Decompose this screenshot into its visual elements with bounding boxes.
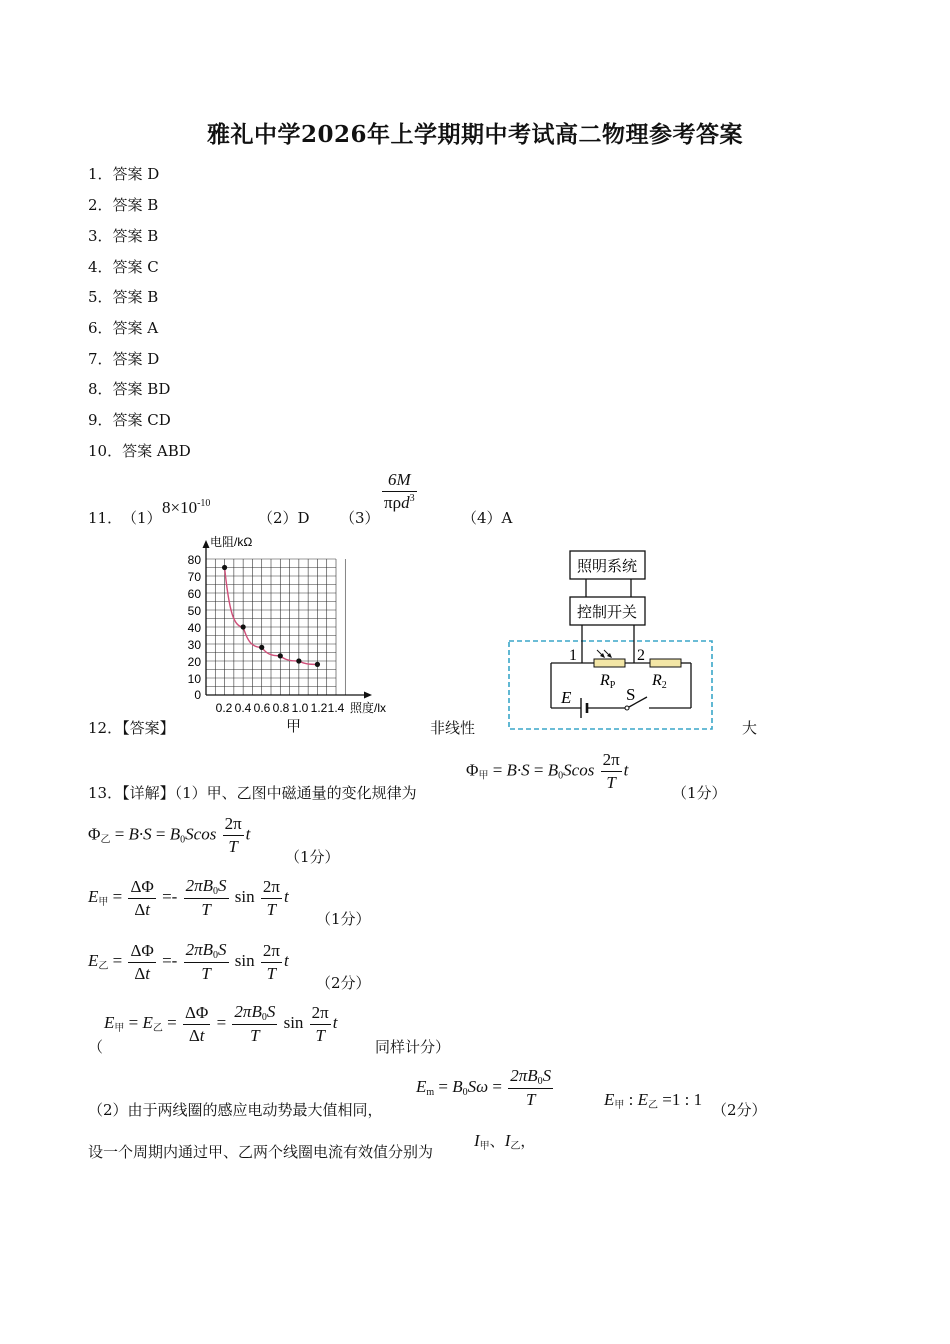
q12-nonlinear: 非线性 xyxy=(430,719,476,737)
terminal-2-label: 2 xyxy=(637,647,645,664)
data-point xyxy=(241,624,246,629)
q11-part3-label: （3） xyxy=(340,509,380,527)
data-point xyxy=(259,645,264,650)
x-tick-label: 1.0 xyxy=(291,701,309,715)
score-label: （1分） xyxy=(672,784,727,802)
phi-yi-equation: $\Phi_乙 = B\cdot S = B_0Scos$ $\frac{2\pi}{T}$ t xyxy=(88,814,251,856)
answer-line: 8．答案 BD xyxy=(88,380,171,398)
q11-part1-label: （1） xyxy=(122,509,162,527)
x-tick-label: 0.4 xyxy=(234,701,252,715)
graph-y-label: 电阻/kΩ xyxy=(210,535,253,549)
switch-icon xyxy=(625,706,629,710)
x-tick-label: 0.6 xyxy=(253,701,271,715)
x-tick-label: 1.4 xyxy=(327,701,345,715)
data-point xyxy=(315,662,320,667)
lighting-system-label: 照明系统 xyxy=(576,557,638,575)
answer-line: 10．答案 ABD xyxy=(88,442,191,460)
r2-label: R2 xyxy=(652,672,667,691)
resistance-illuminance-graph xyxy=(170,530,410,720)
answer-line: 4．答案 C xyxy=(88,258,159,276)
y-tick-label: 70 xyxy=(187,570,201,584)
q12-big: 大 xyxy=(742,719,758,737)
score-label: （2分） xyxy=(316,974,371,992)
phi-jia-equation: $\Phi_甲 = B\cdot S = B_0Scos$ $\frac{2\pi}{T}$ t xyxy=(466,750,629,792)
e-jia-equation: $E_甲$ = $\frac{\Delta\Phi}{\Delta t}$ =- $\frac{2\pi B_0S}{T}$ sin $\frac{2\pi}{T}$ t xyxy=(88,876,289,919)
answer-line: 3．答案 B xyxy=(88,227,159,245)
data-point xyxy=(222,565,227,570)
e-equal-equation: $E_甲 = E_乙$ = $\frac{\Delta\Phi}{\Delta t}$ = $\frac{2\pi B_0S}{T}$ sin $\frac{2\pi}{T}$ t xyxy=(104,1002,338,1045)
page-title: 雅礼中学2026年上学期期中考试高二物理参考答案 xyxy=(206,121,743,148)
graph-axes xyxy=(203,540,373,699)
q13-intro: 13．【详解】（1）甲、乙图中磁通量的变化规律为 xyxy=(88,784,417,802)
q11-part4: （4）A xyxy=(462,509,513,527)
y-tick-label: 40 xyxy=(187,621,201,635)
q11-part2: （2）D xyxy=(258,509,310,527)
data-point xyxy=(296,658,301,663)
data-point xyxy=(278,653,283,658)
control-switch-label: 控制开关 xyxy=(576,603,638,621)
score-label: （2分） xyxy=(712,1101,767,1119)
emf-label: E xyxy=(561,688,572,707)
control-circuit-diagram xyxy=(505,545,720,735)
q13-part2-intro: （2）由于两线圈的感应电动势最大值相同， xyxy=(88,1101,383,1119)
x-tick-label: 0.2 xyxy=(215,701,233,715)
graph-y-ticks xyxy=(188,553,202,702)
photoresistor-rp xyxy=(594,659,625,667)
score-label: （1分） xyxy=(316,910,371,928)
answer-line: 6．答案 A xyxy=(88,319,159,337)
y-axis-arrow-icon xyxy=(203,540,210,548)
answer-line: 1．答案 D xyxy=(88,165,160,183)
q12-label: 12．【答案】 xyxy=(88,719,175,737)
x-tick-label: 0.8 xyxy=(272,701,290,715)
e-yi-equation: $E_乙$ = $\frac{\Delta\Phi}{\Delta t}$ =- $\frac{2\pi B_0S}{T}$ sin $\frac{2\pi}{T}$ t xyxy=(88,940,289,983)
answer-line: 5．答案 B xyxy=(88,288,159,306)
switch-label: S xyxy=(626,685,636,704)
answer-line: 7．答案 D xyxy=(88,350,160,368)
q13-last-line: 设一个周期内通过甲、乙两个线圈电流有效值分别为 xyxy=(88,1143,434,1161)
q11-part3-fraction: $\frac{6M}{\pi\rho d^3}$ xyxy=(384,470,415,512)
answer-line: 2．答案 B xyxy=(88,196,159,214)
graph-x-ticks xyxy=(216,701,345,715)
e-ratio-equation: $E_甲$ : $E_乙 =1$ : 1 xyxy=(604,1090,703,1111)
same-score-note: 同样计分） xyxy=(375,1038,451,1056)
em-equation: $E_m = B_0S\omega$ = $\frac{2\pi B_0S}{T}$ xyxy=(416,1066,552,1109)
y-tick-label: 10 xyxy=(187,672,201,686)
graph-grid xyxy=(206,559,345,695)
y-tick-label: 0 xyxy=(194,688,201,702)
resistor-r2 xyxy=(650,659,681,667)
y-tick-label: 80 xyxy=(187,553,201,567)
x-axis-arrow-icon xyxy=(364,692,372,699)
graph-x-label: 照度/lx xyxy=(350,701,387,715)
q11-number: 11． xyxy=(88,509,123,527)
score-label: （1分） xyxy=(285,848,340,866)
q11-part1-value: $8\times 10^{-10}$ xyxy=(162,498,211,517)
y-tick-label: 30 xyxy=(187,638,201,652)
open-paren: （ xyxy=(88,1038,104,1056)
terminal-1-label: 1 xyxy=(569,647,577,664)
x-tick-label: 1.2 xyxy=(310,701,328,715)
current-symbols: $I_甲$、$I_乙$， xyxy=(474,1131,536,1152)
y-tick-label: 50 xyxy=(187,604,201,618)
y-tick-label: 60 xyxy=(187,587,201,601)
y-tick-label: 20 xyxy=(187,655,201,669)
answer-line: 9．答案 CD xyxy=(88,411,171,429)
graph-caption: 甲 xyxy=(286,717,302,735)
rp-label: RP xyxy=(600,672,616,691)
